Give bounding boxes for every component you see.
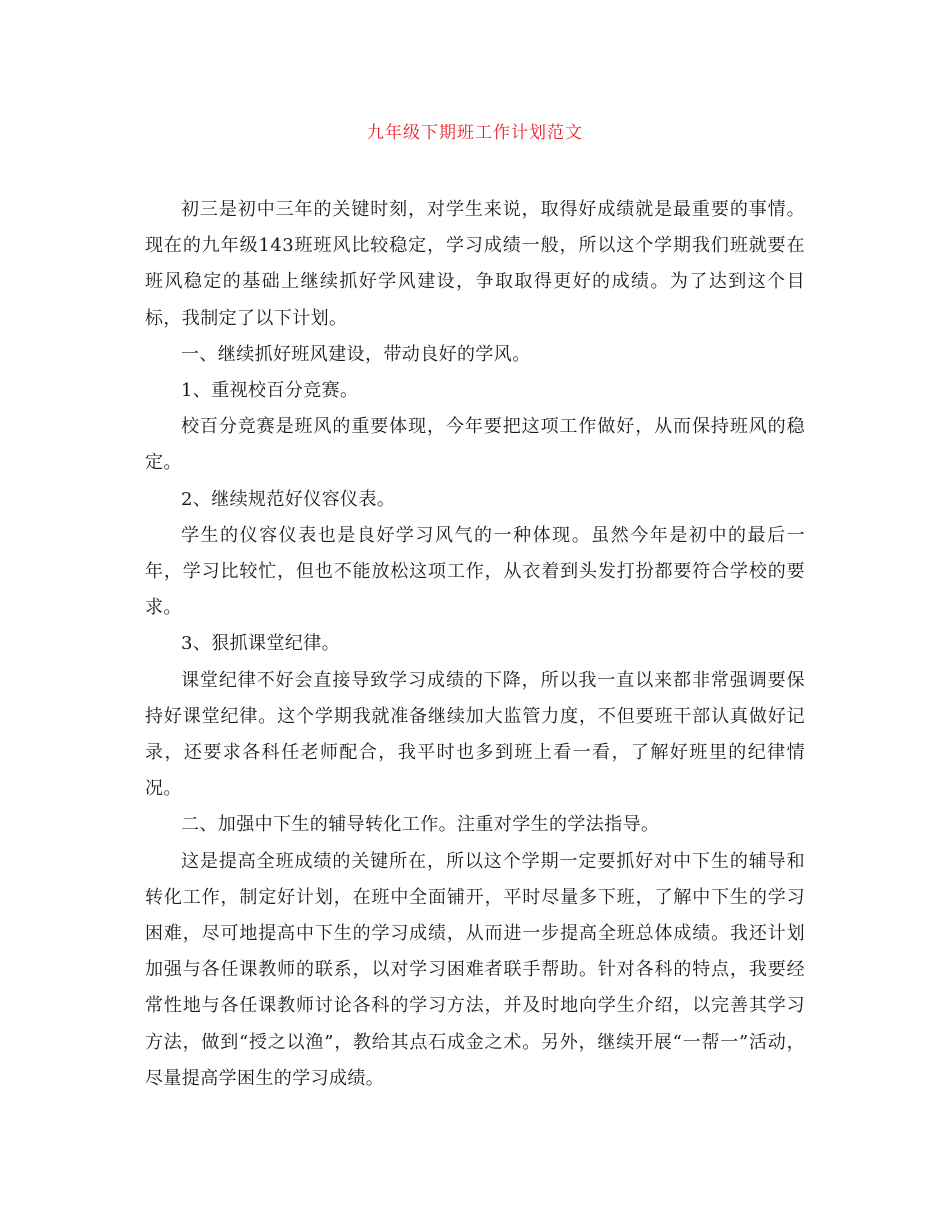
paragraph-2: 这是提高全班成绩的关键所在，所以这个学期一定要抓好对中下生的辅导和转化工作，制定好计划，在班中全面铺开，平时尽量多下班，了解中下生的学习困难，尽可地提高中下生的学习成绩，从而进一步提高全班总体成绩。我还计划加强与各任课教师的联系，以对学习困难者联手帮助。针对各科的特点，我要经常性地与各任课教师讨论各科的学习方法，并及时地向学生介绍，以完善其学习方法，做到“授之以渔”，教给其点石成金之术。另外，继续开展“一帮一”活动，尽量提高学困生的学习成绩。 bbox=[145, 850, 805, 1089]
subheading-1-2: 2、继续规范好仪容仪表。 bbox=[181, 488, 396, 510]
document-body bbox=[145, 192, 805, 1097]
paragraph-1-2: 学生的仪容仪表也是良好学习风气的一种体现。虽然今年是初中的最后一年，学习比较忙，但也不能放松这项工作，从衣着到头发打扮都要符合学校的要求。 bbox=[145, 524, 805, 619]
paragraph-1-3: 课堂纪律不好会直接导致学习成绩的下降，所以我一直以来都非常强调要保持好课堂纪律。这个学期我就准备继续加大监管力度，不但要班干部认真做好记录，还要求各科任老师配合，我平时也多到班上看一看，了解好班里的纪律情况。 bbox=[145, 669, 805, 800]
section-heading-1: 一、继续抓好班风建设，带动良好的学风。 bbox=[181, 343, 531, 365]
paragraph-intro: 初三是初中三年的关键时刻，对学生来说，取得好成绩就是最重要的事情。现在的九年级143班班风比较稳定，学习成绩一般，所以这个学期我们班就要在班风稳定的基础上继续抓好学风建设，争取取得更好的成绩。为了达到这个目标，我制定了以下计划。 bbox=[145, 199, 805, 329]
paragraph-1-1: 校百分竞赛是班风的重要体现，今年要把这项工作做好，从而保持班风的稳定。 bbox=[145, 416, 805, 474]
subheading-1-3: 3、狠抓课堂纪律。 bbox=[181, 633, 341, 655]
section-heading-2: 二、加强中下生的辅导转化工作。注重对学生的学法指导。 bbox=[181, 814, 660, 836]
subheading-1-1: 1、重视校百分竞赛。 bbox=[181, 380, 359, 402]
document-title: 九年级下期班工作计划范文 bbox=[367, 123, 583, 143]
document-page bbox=[145, 118, 805, 1097]
